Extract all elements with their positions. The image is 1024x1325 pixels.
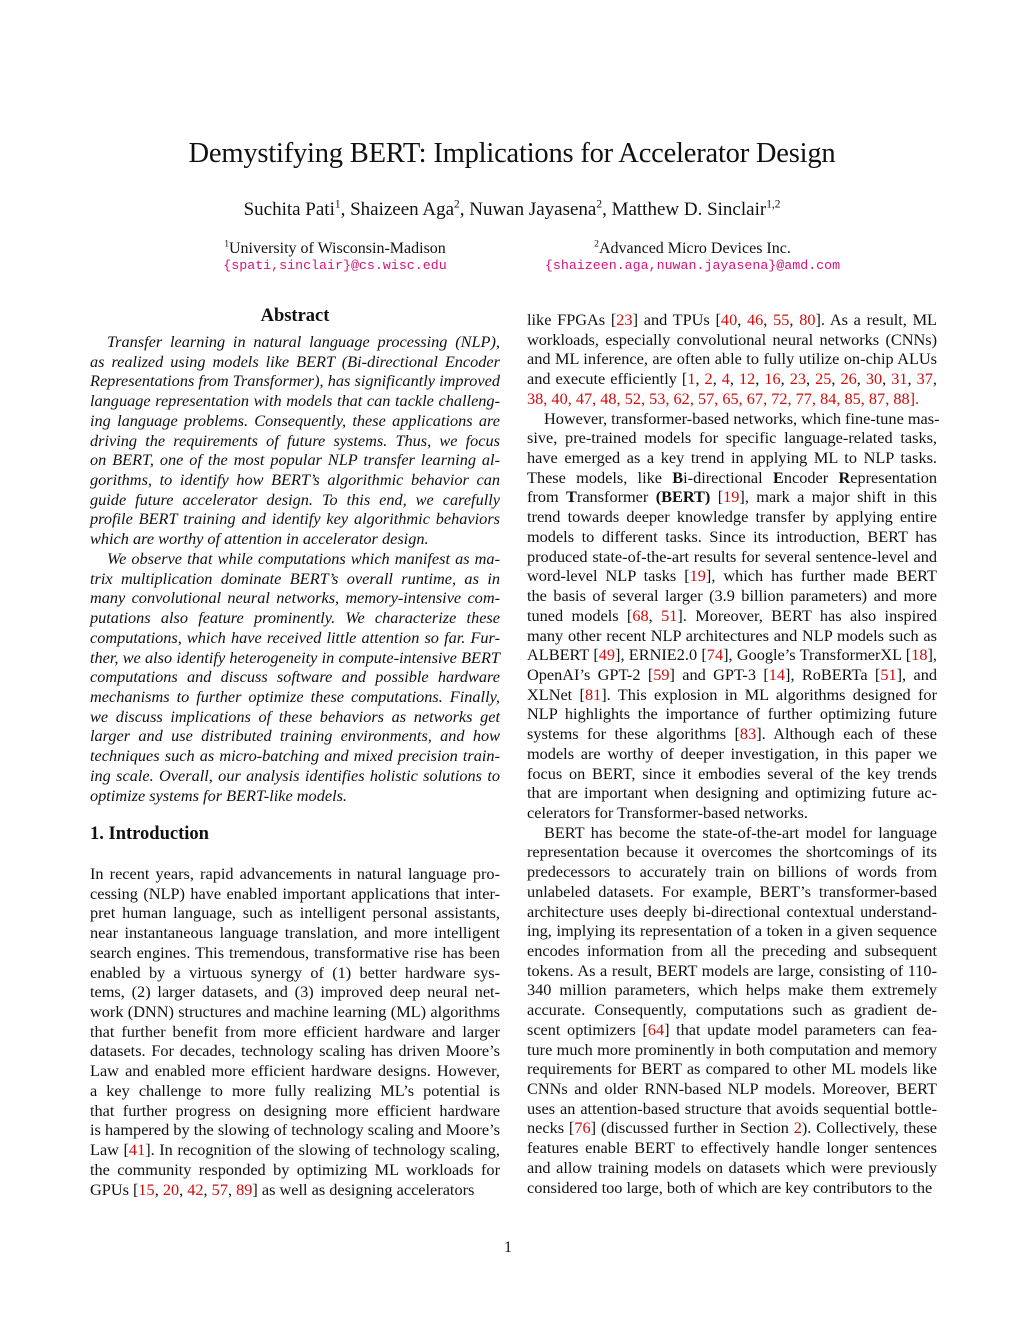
author xyxy=(350,199,469,220)
text-line: many other recent NLP architectures and NLP models such as xyxy=(527,625,937,645)
citation-link[interactable]: 83 xyxy=(739,724,757,744)
text-line: search engines. This tremendous, transformative rise has been xyxy=(90,942,500,962)
citation-link[interactable]: 4 xyxy=(721,369,730,389)
citation-link[interactable]: 19 xyxy=(723,487,740,507)
author-name: Matthew D. Sinclair xyxy=(611,199,767,220)
citation-link[interactable]: 25 xyxy=(815,369,832,389)
text-line: computations and discuss software and possible hardware xyxy=(90,667,500,687)
text-line: that further benefit from more efficient hardware and larger xyxy=(90,1021,500,1041)
introduction-left-column xyxy=(90,864,500,1199)
author-name: Nuwan Jayasena xyxy=(469,199,597,220)
paper-title: Demystifying BERT: Implications for Accelerator Design xyxy=(188,138,836,169)
affiliation-mark: 2 xyxy=(594,238,599,250)
text-line: predecessors to accurately train on billions of words from xyxy=(527,862,937,882)
author-list xyxy=(0,199,1024,221)
text-line: unlabeled datasets. For example, BERT’s transformer-based xyxy=(527,881,937,901)
text-line: celerators for Transformer-based networks. xyxy=(527,802,808,822)
citation-link[interactable]: 19 xyxy=(689,566,706,586)
text-line: ALBERT [49], ERNIE2.0 [74], Google’s TransformerXL [18], xyxy=(527,645,937,665)
citation-link[interactable]: 81 xyxy=(584,684,602,704)
text-line: Law [41]. In recognition of the slowing of technology scaling, xyxy=(90,1140,501,1160)
author xyxy=(612,199,781,220)
text-line: driving the requirements of future systems. Thus, we focus xyxy=(90,430,500,450)
email-link[interactable]: {spati,sinclair}@cs.wisc.edu xyxy=(223,258,447,273)
affiliation-mark: 2 xyxy=(596,198,603,211)
text-line: encodes information from all the preceding and subsequent xyxy=(527,941,937,960)
citation-link[interactable]: 40 xyxy=(720,310,738,329)
affiliation-name xyxy=(525,240,860,258)
text-line: that are important when designing and optimizing future ac- xyxy=(527,783,937,803)
affiliation-mark: 2 xyxy=(454,198,460,211)
introduction-right-column xyxy=(527,310,940,1197)
text-line: architecture uses deeply bi-directional contextual understand- xyxy=(527,901,937,921)
page-number: 1 xyxy=(504,1239,512,1256)
text-line: Law and enabled more efficient hardware designs. However, xyxy=(90,1061,500,1081)
text-line: features enable BERT to effectively handle longer sentences xyxy=(527,1138,937,1158)
affiliation-label: University of Wisconsin-Madison xyxy=(228,240,446,257)
affiliation-mark: 1,2 xyxy=(766,198,781,211)
text-line: BERT has become the state-of-the-art model for language xyxy=(544,822,937,842)
citation-link[interactable]: 76 xyxy=(574,1118,591,1138)
text-line: the basis of several larger (3.9 billion parameters) and more xyxy=(527,586,937,606)
citation-link[interactable]: 1 xyxy=(687,369,696,389)
section-link[interactable]: 2 xyxy=(793,1118,802,1138)
text-line: optimize systems for BERT-like models. xyxy=(90,785,347,805)
text-line: tuned models [68, 51]. Moreover, BERT has also inspired xyxy=(527,605,938,625)
text-line: ing language problems. Consequently, these applications are xyxy=(90,410,500,430)
text-line: 38, 40, 47, 48, 52, 53, 62, 57, 65, 67, 72, 77, 84, 85, 87, 88]. xyxy=(527,388,920,408)
text-line: models are worthy of deeper investigation, in this paper we xyxy=(527,743,937,763)
text-segment: from xyxy=(527,487,567,507)
text-line: 340 million parameters, which helps make them extremely xyxy=(527,980,937,1000)
text-line: have emerged as a key trend in applying ML to NLP tasks. xyxy=(527,448,937,468)
citation-link[interactable]: 42 xyxy=(187,1179,204,1199)
citation-link[interactable]: 15 xyxy=(138,1179,155,1199)
text-line: GPUs [15, 20, 42, 57, 89] as well as designing accelerators xyxy=(90,1179,475,1199)
citation-link[interactable]: 12 xyxy=(739,369,756,389)
text-line: trix multiplication dominate BERT’s overall runtime, as in xyxy=(90,568,500,588)
text-line: ture much more prominently in both computation and memory xyxy=(527,1039,937,1059)
text-line: ing scale. Overall, our analysis identifies holistic solutions to xyxy=(90,765,500,785)
author xyxy=(244,199,351,220)
text-line: computations, which have received little attention so far. Fur- xyxy=(90,627,500,647)
text-line: CNNs and older RNN-based NLP models. Moreover, BERT xyxy=(527,1079,937,1099)
section-heading-introduction: 1. Introduction xyxy=(90,824,209,844)
citation-link[interactable]: 23 xyxy=(616,310,633,329)
bold-text: B xyxy=(672,467,684,487)
affiliation-label: Advanced Micro Devices Inc. xyxy=(598,240,791,257)
text-line: that further progress on designing more efficient hardware xyxy=(90,1100,500,1120)
text-line: ther, we also identify heterogeneity in compute-intensive BERT xyxy=(90,647,500,667)
text-line: as realized using models like BERT (Bi-directional Encoder xyxy=(90,351,500,371)
citation-link[interactable]: 14 xyxy=(768,664,786,684)
text-line: uses an attention-based structure that avoids sequential bottle- xyxy=(527,1098,937,1118)
abstract-body xyxy=(90,332,500,805)
author xyxy=(469,199,611,220)
text-line: sive, pre-trained models for specific language-related tasks, xyxy=(527,428,937,448)
text-line: larger and use distributed training environments, and how xyxy=(90,726,500,746)
author-name: Suchita Pati xyxy=(243,199,335,220)
text-line: tokens. As a result, BERT models are large, consisting of 110- xyxy=(527,960,937,980)
separator: , xyxy=(602,199,612,220)
text-line: NLP highlights the importance of further optimizing future xyxy=(527,704,937,724)
bold-text: (BERT) xyxy=(655,487,711,507)
text-line: a key challenge to more fully realizing ML’s potential is xyxy=(90,1080,500,1100)
citation-link[interactable]: 55 xyxy=(773,310,790,329)
text-line: We observe that while computations which manifest as ma- xyxy=(107,548,500,568)
text-line: scent optimizers [64] that update model parameters can fea- xyxy=(527,1019,937,1039)
text-line: datasets. For decades, technology scaling has driven Moore’s xyxy=(90,1041,500,1061)
text-line: putations also feature prominently. We characterize these xyxy=(90,608,500,628)
text-line: representation because it overcomes the shortcomings of its xyxy=(527,842,937,862)
citation-link[interactable]: 59 xyxy=(653,664,670,684)
text-line: requirements for BERT as compared to other ML models like xyxy=(527,1059,937,1079)
text-line: Transfer learning in natural language processing (NLP), xyxy=(107,332,500,351)
affiliation-1 xyxy=(170,240,500,273)
citation-link[interactable]: 80 xyxy=(799,310,816,329)
text-line: gorithms, to identify how BERT’s algorithmic behavior can xyxy=(90,470,500,490)
citation-link[interactable]: 2 xyxy=(704,369,713,389)
text-line: and ML inference, are often able to fully utilize on-chip ALUs xyxy=(527,349,937,369)
text-line: which are worthy of attention in accelerator design. xyxy=(90,529,429,549)
text-line: like FPGAs [23] and TPUs [40, 46, 55, 80]. As a result, ML xyxy=(527,310,938,329)
text-line: and allow training models on datasets which were previously xyxy=(527,1157,937,1177)
text-line: workloads, especially convolutional neural networks (CNNs) xyxy=(527,329,937,349)
citation-link[interactable]: 20 xyxy=(162,1179,180,1199)
text-line: and execute efficiently [1, 2, 4, 12, 16, 23, 25, 26, 30, 31, 37, xyxy=(527,369,937,389)
text-line: language representation with models that can tackle challeng- xyxy=(90,391,500,411)
citation-link[interactable]: 64 xyxy=(647,1019,665,1039)
citation-link[interactable]: 16 xyxy=(764,369,781,389)
text-line: ing, implying its representation of a token in a given sequence xyxy=(527,921,937,941)
text-line: work (DNN) structures and machine learning (ML) algorithms xyxy=(90,1002,500,1022)
text-segment: ncoder xyxy=(783,467,839,487)
text-line xyxy=(527,487,937,507)
text-line: enabled by a virtuous synergy of (1) better hardware sys- xyxy=(90,962,500,982)
citation-link[interactable]: 51 xyxy=(661,605,678,625)
text-line: models to different tasks. Since its introduction, BERT has xyxy=(527,526,937,546)
text-line: considered too large, both of which are key contributors to the xyxy=(527,1177,933,1197)
author-name: Shaizeen Aga xyxy=(350,199,455,220)
affiliation-mark: 1 xyxy=(334,198,341,211)
bold-text: T xyxy=(566,487,577,507)
citation-link[interactable]: 26 xyxy=(840,369,857,389)
citation-link[interactable]: 46 xyxy=(747,310,764,329)
text-line: profile BERT training and identify key algorithmic behaviors xyxy=(90,509,500,529)
citation-link[interactable]: 49 xyxy=(598,645,616,665)
text-line: Representations from Transformer), has significantly improved xyxy=(90,371,500,391)
citation-link[interactable]: 23 xyxy=(789,369,807,389)
text-line: near instantaneous language translation, and more intelligent xyxy=(90,923,500,943)
text-line: tems, (2) larger datasets, and (3) improved deep neural net- xyxy=(90,982,500,1002)
bold-text: E xyxy=(772,467,784,487)
text-line: In recent years, rapid advancements in natural language pro- xyxy=(90,864,500,883)
text-segment: [19], mark a major shift in this xyxy=(710,487,937,507)
text-line: the community responded by optimizing ML workloads for xyxy=(90,1159,500,1179)
affiliation-2 xyxy=(525,240,860,273)
text-line: we discuss implications of these behaviors as networks get xyxy=(90,706,500,726)
text-line: OpenAI’s GPT-2 [59] and GPT-3 [14], RoBERTa [51], and xyxy=(527,664,937,684)
separator: , xyxy=(340,199,351,220)
text-line: is hampered by the slowing of technology scaling and Moore’s xyxy=(90,1120,500,1140)
text-line: necks [76] (discussed further in Section 2). Collectively, these xyxy=(527,1118,938,1138)
affiliation-name xyxy=(170,240,500,258)
text-line: many convolutional neural networks, memory-intensive com- xyxy=(90,588,500,608)
text-segment: epresentation xyxy=(850,467,938,487)
text-line: on BERT, one of the most popular NLP transfer learning al- xyxy=(90,450,500,470)
citation-link[interactable]: 51 xyxy=(880,664,897,684)
separator: , xyxy=(459,199,470,220)
text-line: However, transformer-based networks, which fine-tune mas- xyxy=(544,408,940,428)
citation-link[interactable]: 31 xyxy=(891,369,908,389)
citation-link[interactable]: 89 xyxy=(236,1179,253,1199)
citation-link[interactable]: 37 xyxy=(916,369,933,389)
text-segment: ransformer xyxy=(576,487,656,507)
text-line: XLNet [81]. This explosion in ML algorithms designed for xyxy=(527,684,937,704)
citation-link[interactable]: 74 xyxy=(706,645,724,665)
text-segment: i-directional xyxy=(683,467,773,487)
text-line: word-level NLP tasks [19], which has further made BERT xyxy=(527,566,937,586)
citation-link[interactable]: 18 xyxy=(911,645,928,665)
text-line: trend towards deeper knowledge transfer by applying entire xyxy=(527,507,937,527)
text-line: techniques such as micro-batching and mixed precision train- xyxy=(90,746,500,766)
text-segment: These models, like xyxy=(527,467,673,487)
text-line: accurate. Consequently, computations such as gradient de- xyxy=(527,1000,937,1020)
text-line: produced state-of-the-art results for several sentence-level and xyxy=(527,546,937,566)
text-line: focus on BERT, since it embodies several of the key trends xyxy=(527,763,937,783)
abstract-heading: Abstract xyxy=(260,306,330,326)
bold-text: R xyxy=(838,467,851,487)
text-line: mechanisms to further optimize these computations. Finally, xyxy=(90,686,500,706)
text-line: pret human language, such as intelligent personal assistants, xyxy=(90,903,500,923)
text-line: cessing (NLP) have enabled important applications that inter- xyxy=(90,883,500,903)
email-link[interactable]: {shaizeen.aga,nuwan.jayasena}@amd.com xyxy=(544,258,841,273)
citation-link[interactable]: 57 xyxy=(211,1179,228,1199)
text-line: guide future accelerator design. To this end, we carefully xyxy=(90,489,500,509)
text-line: systems for these algorithms [83]. Although each of these xyxy=(527,724,937,744)
citation-link[interactable]: 30 xyxy=(865,369,883,389)
citation-link[interactable]: 41 xyxy=(128,1140,146,1160)
citation-link[interactable]: 68 xyxy=(632,605,649,625)
affiliation-mark: 1 xyxy=(224,238,229,250)
text-line xyxy=(527,468,937,488)
